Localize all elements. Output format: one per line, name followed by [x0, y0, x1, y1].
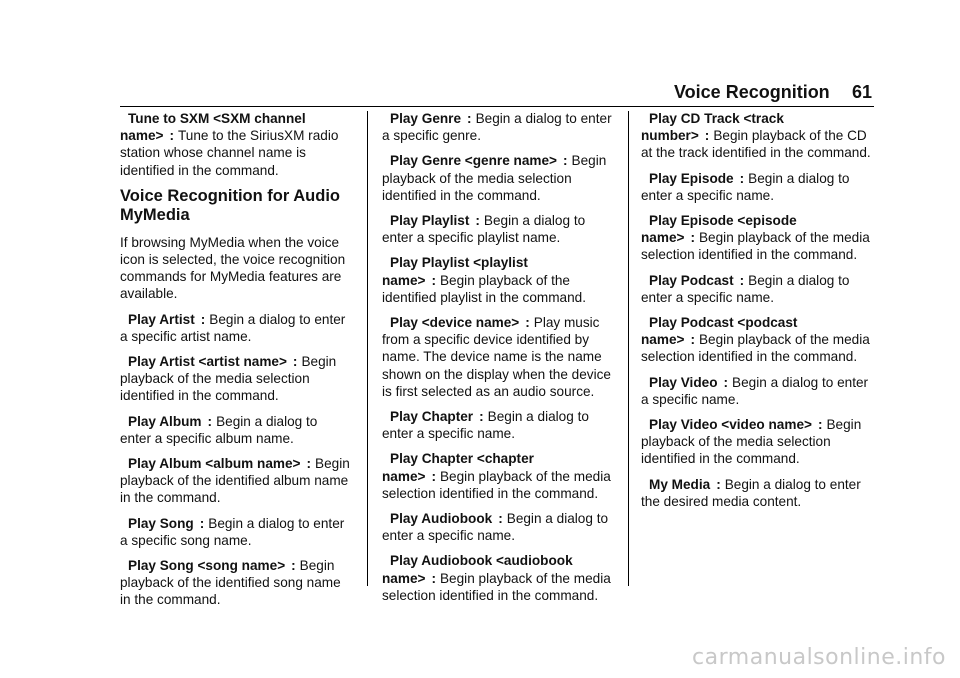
command-entry [120, 110, 352, 179]
command-entry [641, 476, 873, 510]
voice-command: Play Chapter <chapter name> [382, 451, 534, 484]
command-separator: : [431, 570, 436, 586]
column-divider [628, 111, 629, 586]
command-entry [382, 552, 614, 604]
command-entry [382, 314, 614, 400]
command-description: Begin playback of the CD at the track identified in the command. [641, 128, 871, 161]
intro-paragraph: If browsing MyMedia when the voice icon is selected, the voice recognition commands for MyMedia features are available. [120, 234, 346, 302]
command-separator: : [690, 332, 695, 348]
command-separator: : [467, 111, 472, 126]
command-separator: : [525, 315, 530, 331]
command-description: Begin playback of the media selection identified in the command. [120, 354, 337, 404]
subsection-heading: Voice Recognition for Audio MyMedia [120, 186, 340, 225]
command-separator: : [207, 413, 213, 429]
command-separator: : [704, 128, 710, 144]
command-separator: : [739, 170, 745, 186]
command-entry [382, 510, 614, 544]
command-entry [641, 374, 873, 408]
command-separator: : [292, 354, 298, 370]
command-entry [641, 170, 873, 204]
command-entry [120, 455, 352, 507]
command-separator: : [431, 272, 436, 288]
command-description: Begin playback of the media selection identified in the command. [641, 230, 870, 263]
command-description: Begin playback of the identified song name in the command. [120, 558, 341, 608]
command-description: Begin playback of the identified album name in the command. [120, 456, 350, 506]
command-separator: : [498, 511, 503, 527]
command-separator: : [306, 456, 312, 472]
voice-command: Play Video [649, 374, 718, 390]
command-description: Begin playback of the media selection identified in the command. [641, 332, 870, 365]
command-entry [641, 416, 873, 468]
command-entry [641, 314, 873, 366]
voice-command: Play Video <video name> [649, 417, 812, 433]
command-entry [120, 515, 352, 549]
command-description: Begin playback of the media selection identified in the command. [641, 417, 862, 467]
voice-command: Play Song [128, 515, 194, 531]
command-entry [382, 408, 614, 442]
command-separator: : [475, 213, 480, 229]
command-entry [120, 557, 352, 609]
command-separator: : [739, 272, 745, 288]
command-entry [382, 152, 614, 204]
command-separator: : [169, 128, 174, 144]
command-entry [120, 311, 352, 345]
header-divider [120, 106, 874, 107]
command-separator: : [200, 311, 206, 327]
command-description: Play music from a specific device identified by name. The device name is the name shown on the display when the device is first selected as an audio source. [382, 315, 611, 399]
voice-command: Play Audiobook <audiobook name> [382, 553, 573, 586]
voice-command: Play Artist <artist name> [128, 354, 287, 370]
command-separator: : [723, 374, 729, 390]
watermark-text: carmanualsonline.info [692, 645, 946, 670]
voice-command: Play CD Track <track number> [641, 111, 784, 144]
command-description: Tune to the SiriusXM radio station whose channel name is identified in the command. [120, 128, 339, 178]
command-description: Begin a dialog to enter a specific name. [382, 409, 589, 442]
command-description: Begin a dialog to enter a specific artist name. [120, 311, 346, 344]
command-description: Begin a dialog to enter a specific playlist name. [382, 213, 586, 246]
command-separator: : [716, 476, 721, 492]
command-separator: : [563, 153, 568, 169]
page-footer [0, 638, 960, 678]
command-entry [382, 254, 614, 306]
voice-command: Play Podcast [649, 272, 734, 288]
command-separator: : [431, 468, 436, 484]
page-header [0, 78, 960, 108]
voice-command: Play Playlist [390, 213, 470, 229]
command-description: Begin playback of the media selection identified in the command. [382, 153, 607, 203]
command-description: Begin a dialog to enter a specific name. [641, 170, 850, 203]
section-title: Voice Recognition [674, 82, 830, 102]
command-entry [641, 212, 873, 264]
text-column-3 [641, 110, 873, 518]
command-description: Begin a dialog to enter a specific song name. [120, 515, 345, 548]
voice-command: Play Song <song name> [128, 558, 286, 574]
text-column-2 [382, 110, 614, 612]
command-description: Begin a dialog to enter the desired media content. [641, 476, 861, 509]
command-entry [120, 353, 352, 405]
command-entry [382, 212, 614, 246]
voice-command: Play Episode <episode name> [641, 213, 797, 246]
voice-command: My Media [649, 476, 711, 492]
command-description: Begin a dialog to enter a specific name. [382, 511, 609, 544]
voice-command: Play Episode [649, 170, 734, 186]
command-description: Begin playback of the media selection identified in the command. [382, 468, 611, 501]
command-description: Begin a dialog to enter a specific album name. [120, 413, 318, 446]
voice-command: Play Genre <genre name> [390, 153, 557, 169]
voice-command: Play Audiobook [390, 511, 493, 527]
voice-command: Play Album [128, 413, 202, 429]
command-separator: : [479, 409, 484, 425]
command-separator: : [690, 230, 695, 246]
command-separator: : [817, 417, 823, 433]
command-description: Begin playback of the identified playlist in the command. [382, 272, 587, 305]
page-number: 61 [852, 82, 873, 102]
command-description: Begin a dialog to enter a specific name. [641, 272, 850, 305]
command-description: Begin a dialog to enter a specific name. [641, 374, 869, 407]
column-divider [367, 111, 368, 586]
command-entry [382, 110, 614, 144]
voice-command: Play Album <album name> [128, 456, 301, 472]
voice-command: Play Chapter [390, 409, 474, 425]
voice-command: Play Genre [390, 111, 462, 126]
text-column-1 [120, 110, 352, 617]
command-entry [641, 272, 873, 306]
command-entry [382, 450, 614, 502]
voice-command: Tune to SXM <SXM channel name> [120, 111, 306, 144]
command-entry [641, 110, 873, 162]
command-description: Begin playback of the media selection identified in the command. [382, 570, 611, 603]
command-description: Begin a dialog to enter a specific genre. [382, 111, 612, 144]
command-separator: : [199, 515, 205, 531]
voice-command: Play <device name> [390, 315, 520, 331]
voice-command: Play Playlist <playlist name> [382, 255, 528, 288]
voice-command: Play Artist [128, 311, 195, 327]
command-entry [120, 413, 352, 447]
command-separator: : [291, 558, 296, 574]
voice-command: Play Podcast <podcast name> [641, 315, 798, 348]
